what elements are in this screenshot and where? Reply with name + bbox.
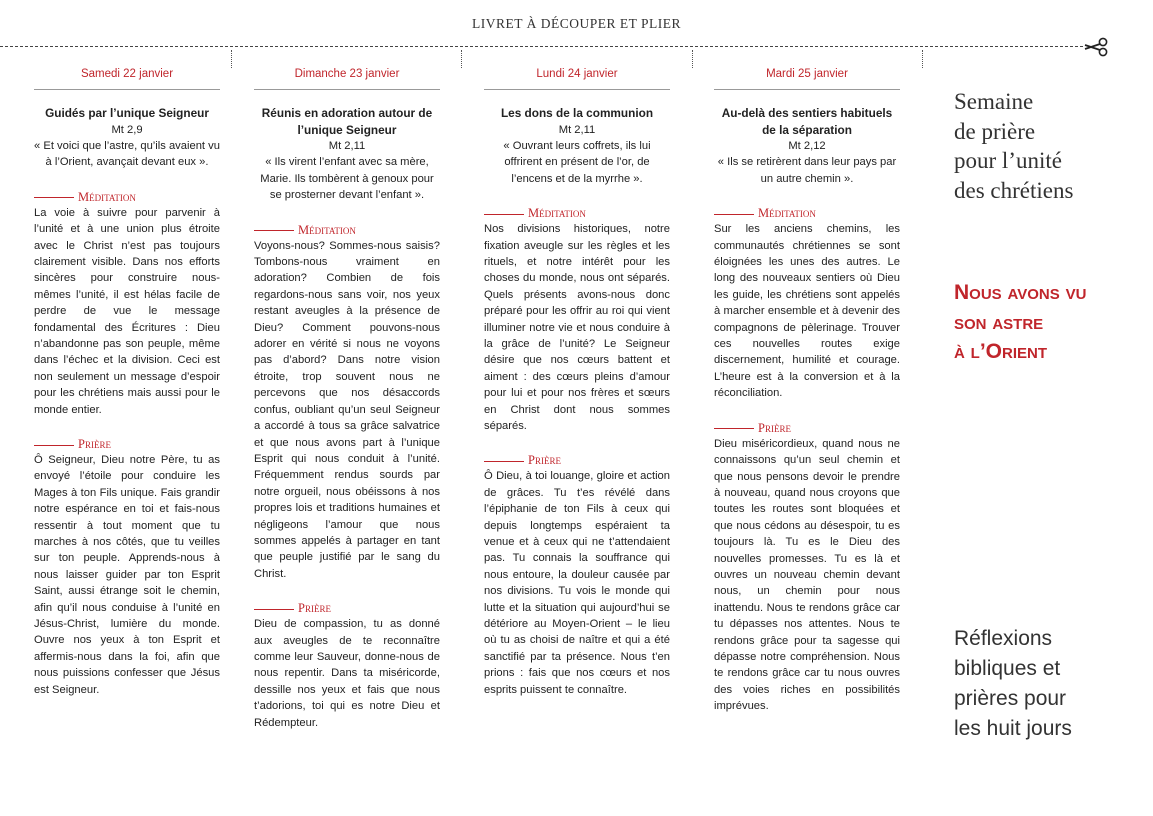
day-column-4	[714, 60, 900, 715]
fold-mark	[922, 50, 923, 68]
meditation-text: Sur les anciens chemins, les communautés chrétiennes se sont éloignées les unes des autres. Le long des nouveaux sentiers où Dieu les guide, les chrétiens sont appelés à marcher ensemble et à devenir des compagnons de pèlerinage. Trouver ces nouvelles routes exige discernement, humilité et courage. L’heure est à la conversion et à la réconciliation.	[714, 223, 900, 400]
cover-subtitle: Réflexions bibliques et prières pour les huit jours	[954, 627, 1072, 740]
prayer-text: Dieu de compassion, tu as donné aux aveugles de te reconnaître comme leur Sauveur, donne-nous de nous repentir. Dans ta miséricorde, dessille nos yeux et fais que nous t’adorions, toi qui es notre Dieu et Rédempteur.	[254, 618, 440, 729]
day-title: Les dons de la communion	[500, 106, 654, 120]
day-title: Au-delà des sentiers habituels de la séparation	[721, 106, 893, 137]
prayer-heading: Prière	[254, 600, 440, 616]
scripture-ref: Mt 2,11	[558, 123, 596, 136]
prayer-text: Ô Seigneur, Dieu notre Père, tu as envoyé l’étoile pour conduire les Mages à ton Fils unique. Fais grandir notre espérance en toi et fais-nous ressentir à tout moment que tu marches à nos côtés, que tu veilles sur ton peuple. Apprends-nous à nous laisser guider par ton Esprit Saint, aussi étrange soit le chemin, afin qu’il nous conduise à l’unité en Jésus-Christ, lumière du monde. Ouvre nos yeux à ton Esprit et affermis-nous dans la foi, afin que nous puissions confesser que Jésus est Seigneur.	[34, 454, 220, 696]
scripture-ref: Mt 2,11	[328, 140, 366, 152]
cover-title: Semaine de prière pour l’unité des chrétiens	[954, 89, 1074, 203]
scripture-ref: Mt 2,12	[788, 140, 826, 152]
day-title: Réunis en adoration autour de l’unique Seigneur	[261, 106, 433, 137]
day-date: Mardi 25 janvier	[714, 60, 900, 90]
meditation-text: Voyons-nous? Sommes-nous saisis? Tombons-nous vraiment en adoration? Combien de fois regardons-nous sans voir, nos yeux restant aveugles à la présence de Dieu? Comment pouvons-nous adorer en vérité si nous ne voyons pas d’abord? Dans notre vision étroite, trop souvent nous ne percevons que nos désaccords confus, oubliant qu’un seul Seigneur a accordé à tous sa grâce salvatrice et que nous avons part à l’unique Esprit qui nous conduit à l’unité. Fréquemment rendus sourds par notre orgueil, nous obéissons à nos propres lois et traditions humaines et négligeons l’amour que nous sommes appelés à partager en tant que peuple justifié par le sang du Christ.	[254, 239, 440, 580]
meditation-heading: Méditation	[34, 189, 220, 205]
prayer-heading: Prière	[714, 420, 900, 436]
scripture-quote: « Ils se retirèrent dans leur pays par un autre chemin ».	[717, 156, 897, 185]
day-column-3	[484, 60, 670, 698]
cut-line	[0, 46, 1083, 47]
scripture-quote: « Ouvrant leurs coffrets, ils lui offrirent en présent de l’or, de l’encens et de la myrrhe ».	[503, 139, 651, 185]
day-date: Dimanche 23 janvier	[254, 60, 440, 90]
meditation-heading: Méditation	[254, 222, 440, 238]
day-date: Lundi 24 janvier	[484, 60, 670, 90]
scripture-quote: « Et voici que l’astre, qu’ils avaient vu à l’Orient, avançait devant eux ».	[34, 139, 220, 169]
scripture-ref: Mt 2,9	[111, 123, 143, 136]
prayer-text: Ô Dieu, à toi louange, gloire et action de grâces. Tu t’es révélé dans l’épiphanie de ton Fils à ceux qui depuis longtemps espéraient ta venue et à ceux qui ne t’attendaient pas. Tu connais la souffrance qui nous entoure, la douleur causée par nos divisions. Tu vois le monde qui lutte et la situation qui aujourd’hui se détériore au Moyen-Orient – le lieu où tu as choisi de naître et qui a été sanctifié par ta présence. Nous t’en prions : fais que nos cœurs et nos esprits puissent te connaître.	[484, 470, 670, 696]
prayer-heading: Prière	[484, 452, 670, 468]
prayer-heading: Prière	[34, 436, 220, 452]
cover-heading: Nous avons vu son astre à l’Orient	[954, 281, 1087, 363]
prayer-text: Dieu miséricordieux, quand nous ne connaissons qu’un seul chemin et que nous pensons devoir le prendre à nouveau, quand nous croyons que toutes les routes sont bloquées et que nous cédons au désespoir, tu es toujours là. Tu es le Dieu des nouvelles promesses. Tu es là et ouvres un nouveau chemin devant nous, un chemin pour nous inattendu. Nous te rendons grâce car tu dépasses nos attentes. Nous te rendons grâce pour ta sagesse qui dépasse notre compréhension. Nous te rendons grâce car tu nous ouvres des voies riches en possibilités imprévues.	[714, 437, 900, 713]
meditation-text: La voie à suivre pour parvenir à l’unité et à une union plus étroite avec le Christ n’est pas toujours clairement visible. Dans nos efforts sincères pour construire nous-mêmes l’unité, il est hélas facile de perdre de vue le message fondamental des Écritures : Dieu n’abandonne pas son peuple, même dans l’échec et la division. Ceci est non seulement un message d’espoir pour les chrétiens mais aussi pour le monde entier.	[34, 206, 220, 416]
day-column-1	[34, 60, 220, 698]
fold-mark	[692, 50, 693, 68]
day-column-2	[254, 60, 440, 731]
fold-mark	[461, 50, 462, 68]
meditation-heading: Méditation	[484, 205, 670, 221]
meditation-text: Nos divisions historiques, notre fixation aveugle sur les règles et les rituels, et notre intérêt pour les choses du monde, nous ont séparés. Quels présents avons-nous donc préparé pour les offrir au roi qui vient illuminer notre vie et nous conduire à la grâce de l’unité? Le Seigneur désire que nos cœurs battent et aiment : des cœurs pleins d’amour pour lui et pour nos frères et sœurs en Christ dont nous sommes séparés.	[484, 223, 670, 432]
day-title: Guidés par l’unique Seigneur	[45, 106, 209, 120]
header-title: LIVRET À DÉCOUPER ET PLIER	[471, 16, 681, 31]
fold-mark	[231, 50, 232, 68]
meditation-heading: Méditation	[714, 205, 900, 221]
scripture-quote: « Ils virent l’enfant avec sa mère, Marie. Ils tombèrent à genoux pour se prosterner devant l’enfant ».	[260, 156, 434, 202]
scissors-icon	[1083, 36, 1109, 58]
day-date: Samedi 22 janvier	[34, 60, 220, 90]
